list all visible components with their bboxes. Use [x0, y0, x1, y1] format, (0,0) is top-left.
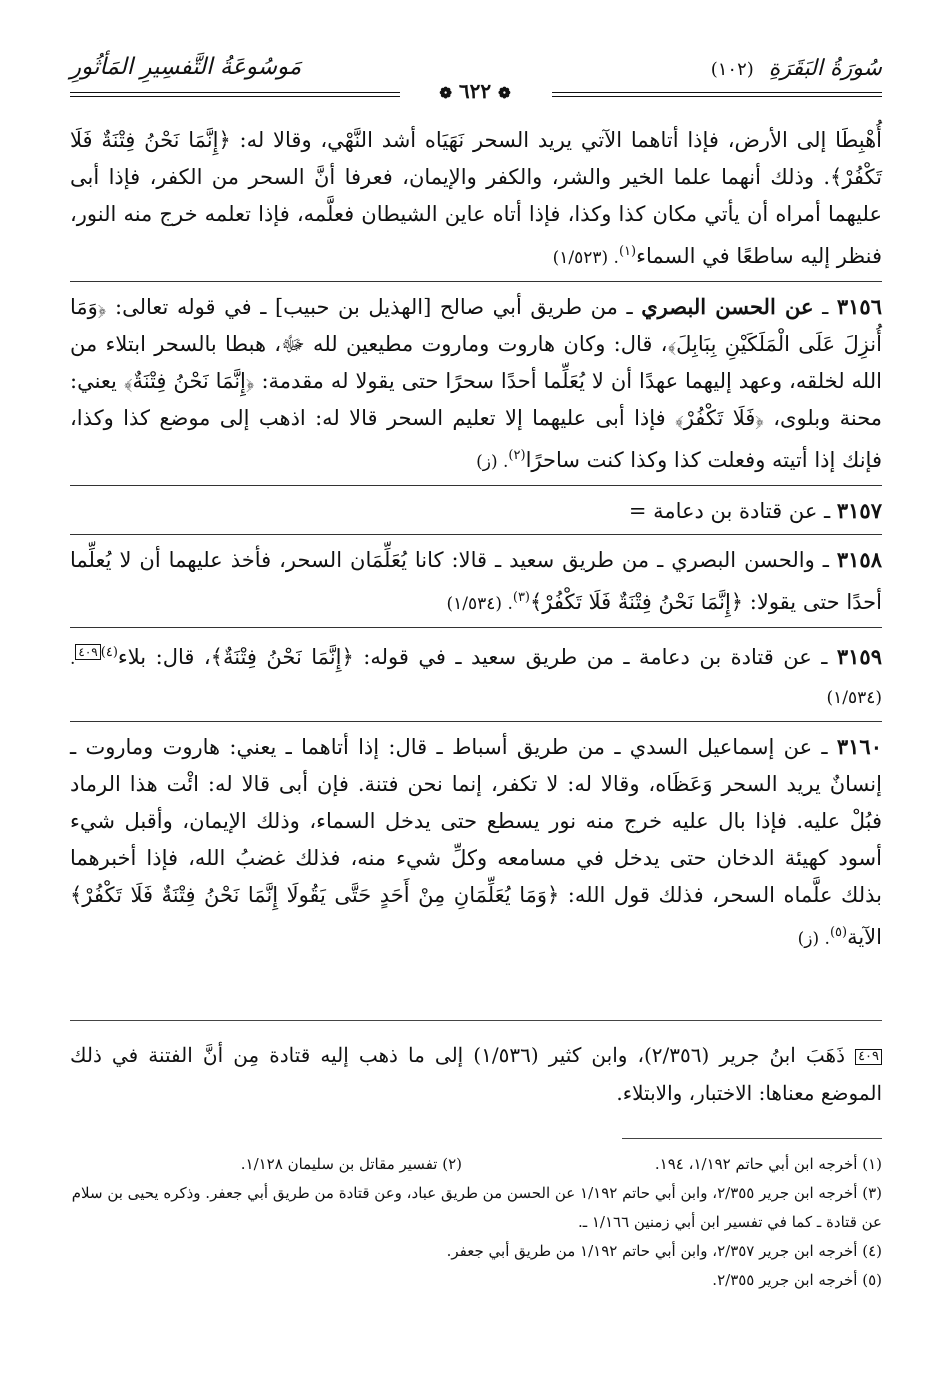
commentary-text: ذَهَبَ ابنُ جرير (٢/٣٥٦)، وابن كثير (١/٥٣٦) إلى ما ذهب إليه قتادة مِن أنَّ الفتنة في ذلك الموضع معناها: الاختبار، والابتلاء.	[70, 1043, 882, 1105]
hadith-3159	[70, 634, 882, 717]
page-number-value: ٦٢٢	[458, 79, 492, 103]
paragraph-text: ـ والحسن البصري ـ من طريق سعيد ـ قالا: كانا يُعَلِّمَان السحر، فأخذ عليهما أن لا يُعلِّما أحدًا حتى يقولا: ﴿إِنَّمَا نَحْنُ فِتْنَةٌ فَلَا تَكْفُرْ﴾	[70, 548, 882, 614]
divider	[70, 627, 882, 628]
footnote-ref[interactable]: (٣)	[512, 590, 530, 605]
hadith-number: ٣١٥٩	[836, 644, 882, 669]
footnote-4: (٤) أخرجه ابن جرير ٢/٣٥٧، وابن أبي حاتم ١/١٩٢ من طريق أبي جعفر.	[446, 1242, 882, 1260]
surah-title	[711, 56, 882, 81]
header-rule-right	[552, 92, 882, 93]
source-ref: . (١/٥٢٣)	[552, 248, 619, 268]
footnote-ref[interactable]: (٥)	[829, 925, 848, 940]
footnote-2: (٢) تفسير مقاتل بن سليمان ١/١٢٨.	[240, 1155, 462, 1173]
ornament-icon: ❁	[498, 84, 511, 102]
hadith-3160	[70, 728, 882, 958]
divider	[70, 485, 882, 486]
divider	[70, 281, 882, 282]
divider	[70, 534, 882, 535]
header-rule-left	[70, 92, 400, 93]
ayah-number: (١٠٢)	[710, 59, 754, 80]
header-rule-right-2	[552, 96, 882, 97]
source-ref: . (ز)	[476, 452, 509, 472]
page-header	[70, 52, 882, 112]
hadith-3156: ٣١٥٦ ـ عن الحسن البصري ـ من طريق أبي صالح [الهذيل بن حبيب] ـ في قوله تعالى: ﴿وَمَا أُنزِلَ عَلَى الْمَلَكَيْنِ بِبَابِلَ﴾، قال: وكان هاروت وماروت مطيعين لله ﷻ، هبطا بالسحر ابتلاء من الله لخلقه، وعهد إليهما عهدًا أن لا يُعَلِّما أحدًا سحرًا حتى يقولا له مقدمة: ﴿إِنَّمَا نَحْنُ فِتْنَةٌ﴾ يعني: محنة وبلوى، ﴿فَلَا تَكْفُرْ﴾ فإذا أبى عليهما إلا تعليم السحر قالا له: اذهب إلى موضع كذا وكذا، فإنك إذا أتيته وفعلت كذا وكذا كنت ساحرًا$^{(٢)}$. (ز)	[70, 294, 882, 472]
paragraph-text: ـ عن قتادة بن دعامة ـ من طريق سعيد ـ في قوله: ﴿إِنَّمَا نَحْنُ فِتْنَةٌ﴾، قال: بلاء	[117, 645, 837, 669]
footnotes-rule	[622, 1138, 882, 1139]
book-title: مَوسُوعَةُ التَّفسِيرِ المَأثُورِ	[70, 54, 302, 80]
paragraph-continuation	[70, 122, 882, 277]
hadith-number: ٣١٥٨	[836, 547, 882, 572]
paragraph-text: ـ عن قتادة بن دعامة =	[628, 499, 837, 523]
narrator-name: عن الحسن البصري	[641, 294, 814, 319]
commentary-rule	[70, 1020, 882, 1021]
main-text	[70, 122, 882, 961]
header-rule-left-2	[70, 96, 400, 97]
hadith-number: ٣١٦٠	[836, 734, 882, 759]
paragraph-text: ـ عن إسماعيل السدي ـ من طريق أسباط ـ قال: إذا أتاهما ـ يعني: هاروت وماروت ـ إنسانٌ يريد السحر وَعَظَاه، وقالا له: لا تكفر، إنما نحن فتنة. فإن أبى قالا له: ائْت هذا الرماد فبُلْ عليه. فإذا بال عليه خرج منه نور يسطع حتى يدخل السماء، وذلك الإيمان، وأقبل شيء أسود كهيئة الدخان حتى يدخل في مسامعه وكلِّ شيء منه، فذلك غضبُ الله، فإذا أخبرهما بذلك علَّماه السحر، فذلك قول الله: ﴿وَمَا يُعَلِّمَانِ مِنْ أَحَدٍ حَتَّى يَقُولَا إِنَّمَا نَحْنُ فِتْنَةٌ فَلَا تَكْفُرْ﴾ الآية	[70, 735, 882, 949]
footnote-row	[70, 1150, 882, 1179]
footnote-5: (٥) أخرجه ابن جرير ٢/٣٥٥.	[712, 1271, 882, 1289]
commentary-note	[70, 1036, 882, 1112]
commentary-ref-box[interactable]: ٤٠٩	[75, 644, 100, 660]
hadith-number: ٣١٥٧	[836, 498, 882, 523]
footnote-ref[interactable]: (٢)	[508, 448, 526, 463]
hadith-number: ٣١٥٦	[836, 294, 882, 319]
footnote-3: (٣) أخرجه ابن جرير ٢/٣٥٥، وابن أبي حاتم ١/١٩٢ عن الحسن من طريق عباد، وعن قتادة من طريق أبي جعفر. وذكره يحيى بن سلام عن قتادة ـ كما في تفسير ابن أبي زمنين ١/١٦٦ ـ.	[71, 1184, 882, 1231]
source-ref: . (١/٥٣٤)	[446, 594, 513, 614]
source-ref: . (١/٥٣٤)	[70, 649, 882, 708]
paragraph-text: أُهْبِطَا إلى الأرض، فإذا أتاهما الآتي يريد السحر نَهَيَاه أشد النَّهْي، وقالا له: ﴿إِنَّمَا نَحْنُ فِتْنَةٌ فَلَا تَكْفُرْ﴾. وذلك أنهما علما الخير والشر، والكفر والإيمان، فعرفا أنَّ السحر من الكفر، فإذا أبى عليهما أمراه أن يأتي مكان كذا وكذا، فإذا أتاه عاين الشيطان فعلَّمه، فإذا تعلمه خرج منه النور، فنظر إليه ساطعًا في السماء	[70, 128, 882, 268]
footnote-ref[interactable]: (٤)	[100, 645, 118, 660]
divider	[70, 721, 882, 722]
hadith-3158	[70, 541, 882, 623]
page-number	[410, 79, 540, 103]
footnotes	[70, 1150, 882, 1295]
footnote-1: (١) أخرجه ابن أبي حاتم ١/١٩٢، ١٩٤.	[654, 1155, 882, 1173]
commentary-box: ٤٠٩	[855, 1049, 882, 1065]
footnote-ref[interactable]: (١)	[618, 244, 637, 259]
hadith-3157	[70, 492, 882, 530]
paragraph-text: ـ من طريق أبي صالح [الهذيل بن حبيب] ـ في قوله تعالى: ﴿وَمَا أُنزِلَ عَلَى الْمَلَكَيْنِ بِبَابِلَ﴾، قال: وكان هاروت وماروت مطيعين لله ﷻ، هبطا بالسحر ابتلاء من الله لخلقه، وعهد إليهما عهدًا أن لا يُعَلِّما أحدًا سحرًا حتى يقولا له مقدمة: ﴿إِنَّمَا نَحْنُ فِتْنَةٌ﴾ يعني: محنة وبلوى، ﴿فَلَا تَكْفُرْ﴾ فإذا أبى عليهما إلا تعليم السحر قالا له: اذهب إلى موضع كذا وكذا، فإنك إذا أتيته وفعلت كذا وكذا كنت ساحرًا	[70, 295, 882, 472]
source-ref: . (ز)	[797, 929, 830, 949]
ornament-icon: ❁	[439, 84, 452, 102]
surah-name: سُورَةُ البَقَرَةِ	[768, 56, 882, 81]
